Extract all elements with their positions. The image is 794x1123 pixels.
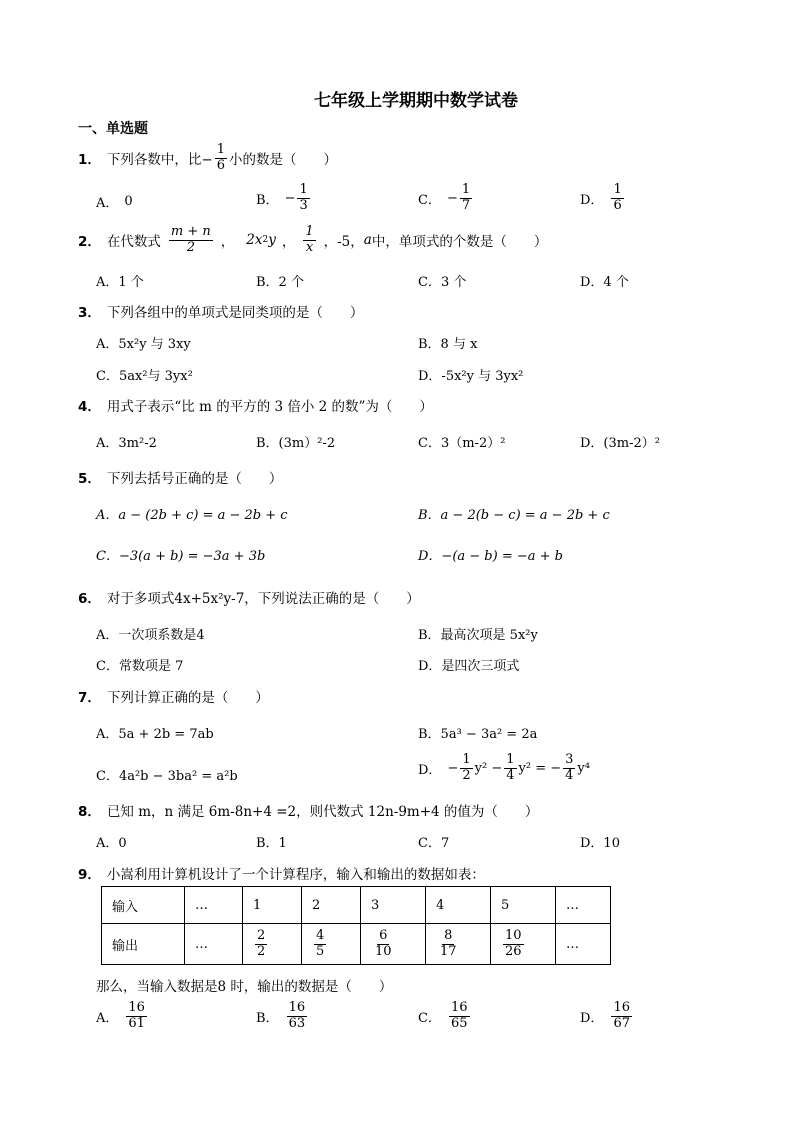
question-2: 2． 在代数式 $\frac{m + n}{2}$ ， 2x 2 y ， $\frac{1}{x}$ ，-5， a 中，单项式的个数是（ ） xyxy=(78,224,548,255)
option-d[interactable]: D．10 xyxy=(580,836,620,851)
question-number: 1． xyxy=(78,152,101,169)
option-c[interactable]: C．常数项是 7 xyxy=(96,659,184,674)
table-row: 输入 … 1 2 3 4 5 … xyxy=(102,887,611,924)
option-d[interactable]: D．4 个 xyxy=(580,275,629,290)
question-text: 小嵩利用计算机设计了一个计算程序，输入和输出的数据如表： xyxy=(106,867,485,883)
option-c[interactable]: C．5ax²与 3yx² xyxy=(96,369,193,384)
question-text: 下列计算正确的是（ ） xyxy=(106,690,269,706)
question-text: 下列各数中，比− xyxy=(106,152,213,169)
option-a[interactable]: A． 0 xyxy=(96,194,133,211)
section-heading: 一、单选题 xyxy=(78,121,148,137)
option-b[interactable]: B．1 xyxy=(256,836,287,851)
option-b[interactable]: B．5a³ − 3a² = 2a xyxy=(418,727,538,742)
option-b[interactable]: B．最高次项是 5x²y xyxy=(418,628,538,643)
option-a[interactable]: A．1 个 xyxy=(96,275,144,290)
option-a[interactable]: A．一次项系数是4 xyxy=(96,628,205,643)
option-a[interactable]: A．5a + 2b = 7ab xyxy=(96,727,214,742)
option-c[interactable]: C． − $\frac{1}{7}$ xyxy=(418,182,471,213)
question-8: 8． 已知 m，n 满足 6m-8n+4 =2，则代数式 12n-9m+4 的值为（ ） xyxy=(78,800,538,820)
option-b[interactable]: B．(3m）²-2 xyxy=(256,436,336,451)
question-text: 用式子表示“比 m 的平方的 3 倍小 2 的数”为（ ） xyxy=(106,399,433,415)
option-d[interactable]: D．是四次三项式 xyxy=(418,659,520,674)
option-a[interactable]: A．5x²y 与 3xy xyxy=(96,337,191,352)
option-a[interactable]: A．3m²-2 xyxy=(96,436,157,451)
option-a[interactable]: A．a − (2b + c) = a − 2b + c xyxy=(96,508,288,523)
option-d[interactable]: D．(3m-2）² xyxy=(580,436,660,451)
option-a[interactable]: A．0 xyxy=(96,836,127,851)
question-7: 7． 下列计算正确的是（ ） xyxy=(78,686,269,706)
table-row: 输出 … $\frac{2}{2}$ $\frac{4}{5}$ $\frac{6}{10}$ $\frac{8}{17}$ $\frac{10}{26}$ … xyxy=(102,924,611,965)
option-d[interactable]: D．−(a − b) = −a + b xyxy=(418,549,563,564)
option-d[interactable]: D．-5x²y 与 3yx² xyxy=(418,369,524,384)
question-text: 下列去括号正确的是（ ） xyxy=(106,471,283,487)
option-c[interactable]: C．−3(a + b) = −3a + 3b xyxy=(96,549,266,564)
option-b[interactable]: B． $\frac{16}{63}$ xyxy=(256,1000,306,1031)
question-number: 2． xyxy=(78,234,101,251)
question-text: 小的数是（ ） xyxy=(229,152,337,169)
question-3: 3． 下列各组中的单项式是同类项的是（ ） xyxy=(78,301,363,321)
option-c[interactable]: C．3（m-2）² xyxy=(418,436,506,451)
input-output-table xyxy=(101,886,611,965)
option-d[interactable]: D． $\frac{1}{6}$ xyxy=(580,182,622,213)
option-b[interactable]: B．8 与 x xyxy=(418,337,478,352)
option-c[interactable]: C．3 个 xyxy=(418,275,467,290)
question-6: 6． 对于多项式4x+5x²y-7，下列说法正确的是（ ） xyxy=(78,587,420,607)
option-b[interactable]: B．a − 2(b − c) = a − 2b + c xyxy=(418,508,610,523)
option-b[interactable]: B．2 个 xyxy=(256,275,304,290)
option-c[interactable]: C． $\frac{16}{65}$ xyxy=(418,1000,468,1031)
page-title: 七年级上学期期中数学试卷 xyxy=(314,91,518,111)
option-b[interactable]: B． − $\frac{1}{3}$ xyxy=(256,182,308,213)
question-9-followup: 那么，当输入数据是8 时，输出的数据是（ ） xyxy=(96,979,393,995)
question-text: 已知 m，n 满足 6m-8n+4 =2，则代数式 12n-9m+4 的值为（ ） xyxy=(106,804,539,820)
option-d[interactable]: D． $\frac{16}{67}$ xyxy=(580,1000,630,1031)
question-5: 5． 下列去括号正确的是（ ） xyxy=(78,467,282,487)
option-d[interactable]: D． − $\frac{1}{2}$ y² − $\frac{1}{4}$ y² = − $\frac{3}{4}$ y⁴ xyxy=(418,752,590,783)
question-4: 4． 用式子表示“比 m 的平方的 3 倍小 2 的数”为（ ） xyxy=(78,395,433,415)
option-a[interactable]: A． $\frac{16}{61}$ xyxy=(96,1000,145,1031)
question-9: 9． 小嵩利用计算机设计了一个计算程序，输入和输出的数据如表： xyxy=(78,863,485,883)
option-c[interactable]: C．4a²b − 3ba² = a²b xyxy=(96,769,238,784)
fraction: $\frac{1}{6}$ xyxy=(216,142,225,173)
question-text: 下列各组中的单项式是同类项的是（ ） xyxy=(106,305,364,321)
question-text: 对于多项式4x+5x²y-7，下列说法正确的是（ ） xyxy=(106,591,420,607)
question-1 xyxy=(78,143,337,174)
option-c[interactable]: C．7 xyxy=(418,836,450,851)
